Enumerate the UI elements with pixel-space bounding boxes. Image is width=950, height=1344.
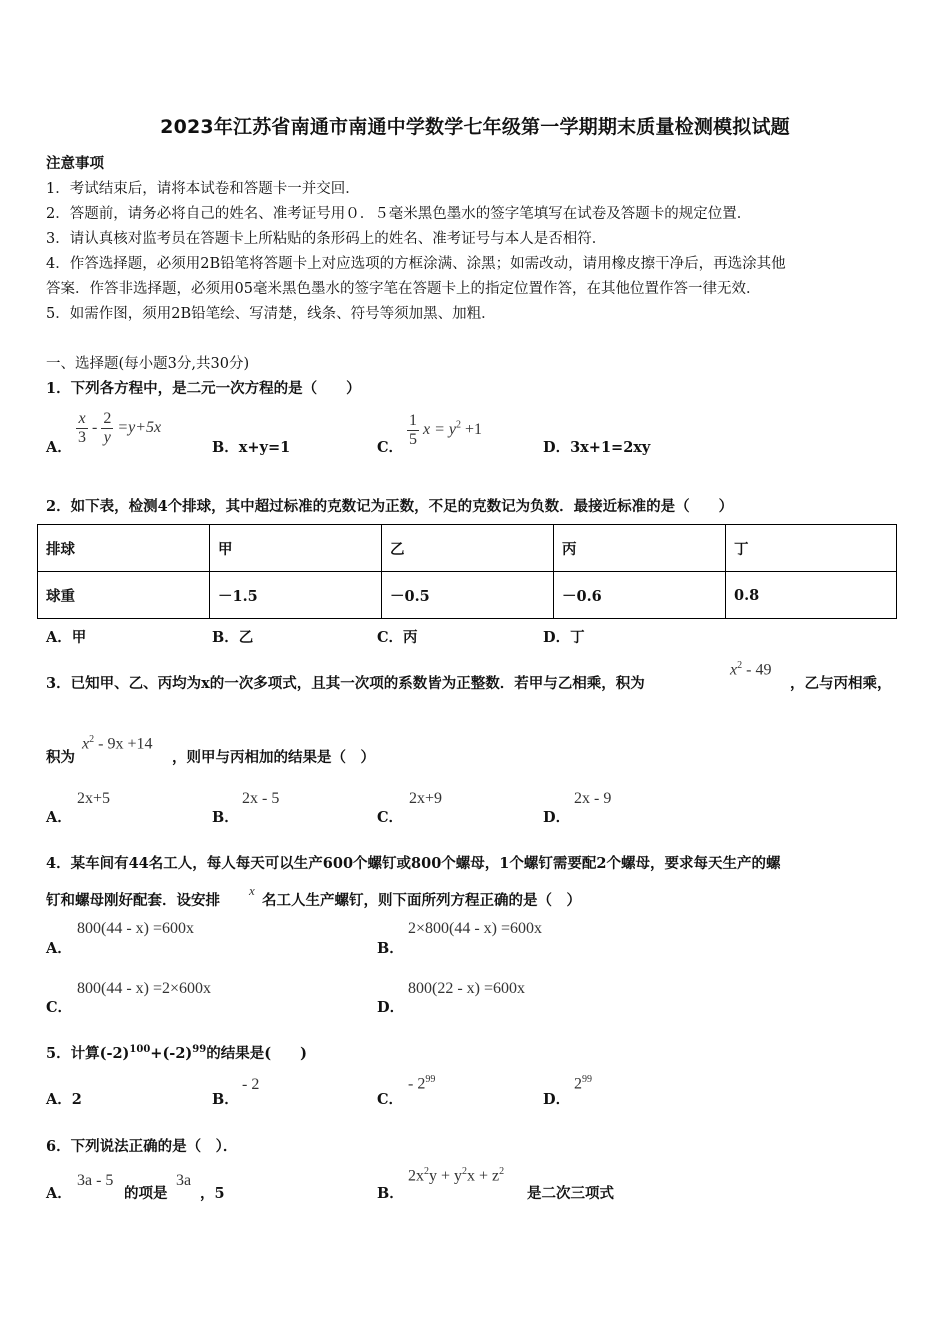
table-cell: 0.8 [726, 572, 897, 619]
q3-option-b-expr: 2x - 5 [242, 790, 280, 807]
q2-option-c: C．丙 [377, 629, 418, 646]
notes-item: 4．作答选择题，必须用2B铅笔将答题卡上对应选项的方框涂满、涂黑；如需改动，请用橡皮擦干净后，再选涂其他 [46, 256, 786, 272]
q4-option-c-label: C． [46, 999, 73, 1016]
q5-option-d-label: D． [543, 1091, 571, 1108]
q2-table [37, 524, 897, 619]
notes-item: 5．如需作图，须用2B铅笔绘、写清楚，线条、符号等须加黑、加粗． [46, 306, 496, 322]
q3-option-d-label: D． [543, 809, 571, 826]
q6-option-b-expr: $2x^2y + y^2x + z^2$ [408, 1166, 505, 1185]
q5-option-d-expr: $2^{99}$ [574, 1074, 592, 1093]
q6-option-a-expr: 3a - 5 [77, 1172, 114, 1189]
table-cell: 球重 [38, 572, 210, 619]
q3-expr-1: $x^2 - 49$ [730, 660, 772, 679]
question-4-stem-2-post: 名工人生产螺钉，则下面所列方程正确的是（ ） [262, 892, 581, 909]
table-cell: －0.5 [382, 572, 554, 619]
notes-item: 3．请认真核对监考员在答题卡上所粘贴的条形码上的姓名、准考证号与本人是否相符． [46, 231, 607, 247]
q4-option-c-expr: 800(44 - x) =2×600x [77, 980, 212, 997]
q3-expr-2: $x^2 - 9x +14$ [82, 734, 153, 753]
question-6-stem: 6．下列说法正确的是（ ）． [46, 1138, 238, 1155]
q3-option-c-label: C． [377, 809, 404, 826]
notes-item: 1．考试结束后，请将本试卷和答题卡一并交回． [46, 181, 360, 197]
q1-option-b: B．x+y=1 [212, 439, 291, 456]
q5-option-a: A．2 [46, 1091, 82, 1108]
table-cell: －0.6 [554, 572, 726, 619]
q4-option-a-expr: 800(44 - x) =600x [77, 920, 195, 937]
q2-option-b: B．乙 [212, 629, 254, 646]
question-1-stem: 1．下列各方程中，是二元一次方程的是（ ） [46, 380, 361, 397]
section-heading: 一、选择题(每小题3分,共30分) [46, 356, 250, 372]
q1-option-c-expr: $\frac{1}{5}$ $x = y^2 +1$ [409, 412, 483, 448]
table-cell: 乙 [382, 525, 554, 572]
q1-option-a-expr: $\frac{x}{3}$ - $\frac{2}{y}$ =y+5x [78, 410, 162, 446]
q4-option-d-expr: 800(22 - x) =600x [408, 980, 526, 997]
notes-item: 2．答题前，请务必将自己的姓名、准考证号用０．５毫米黑色墨水的签字笔填写在试卷及答题卡的规定位置． [46, 206, 752, 222]
table-row [38, 572, 897, 619]
notes-heading: 注意事项 [46, 155, 104, 172]
question-3-stem2-pre: 积为 [46, 749, 75, 766]
q3-option-a-label: A． [46, 809, 72, 826]
q4-option-a-label: A． [46, 940, 72, 957]
table-cell: 甲 [210, 525, 382, 572]
question-5-stem: 5．计算$(-2)^{100}+(-2)^{99}$的结果是( ) [46, 1044, 307, 1062]
q5-option-b-expr: - 2 [242, 1076, 260, 1093]
q3-option-c-expr: 2x+9 [409, 790, 443, 807]
q1-option-c-label: C． [377, 439, 404, 456]
q5-option-b-label: B． [212, 1091, 239, 1108]
question-4-stem-1: 4．某车间有44名工人，每人每天可以生产600个螺钉或800个螺母，1个螺钉需要配2个螺母，要求每天生产的螺 [46, 855, 781, 872]
table-cell: 排球 [38, 525, 210, 572]
table-cell: 丙 [554, 525, 726, 572]
page-title: 2023年江苏省南通市南通中学数学七年级第一学期期末质量检测模拟试题 [160, 116, 790, 138]
notes-item: 答案．作答非选择题，必须用05毫米黑色墨水的签字笔在答题卡上的指定位置作答，在其他位置作答一律无效． [46, 281, 761, 297]
q6-option-a-expr2: 3a [176, 1172, 192, 1189]
question-4-stem-2-pre: 钉和螺母刚好配套．设安排 [46, 892, 220, 909]
q4-option-d-label: D． [377, 999, 405, 1016]
q3-option-d-expr: 2x - 9 [574, 790, 612, 807]
table-cell: 丁 [726, 525, 897, 572]
table-cell: －1.5 [210, 572, 382, 619]
q1-option-a-label: A． [46, 439, 72, 456]
q2-option-a: A．甲 [46, 629, 87, 646]
question-3-stem2-post: ，则甲与丙相加的结果是（ ） [172, 749, 375, 766]
question-2-stem: 2．如下表，检测4个排球，其中超过标准的克数记为正数，不足的克数记为负数．最接近标准的是（ ） [46, 498, 734, 515]
q6-option-a-label: A． [46, 1185, 72, 1202]
q3-option-b-label: B． [212, 809, 239, 826]
question-3-stem: 3．已知甲、乙、丙均为x的一次多项式，且其一次项的系数皆为正整数．若甲与乙相乘，积为 [46, 675, 645, 692]
q4-variable: x [249, 883, 255, 898]
question-3-stem-tail: ，乙与丙相乘， [790, 675, 892, 692]
q6-option-b-tail: 是二次三项式 [527, 1185, 614, 1202]
q6-option-a-text: 的项是 [124, 1185, 168, 1202]
q5-option-c-expr: - $2^{99}$ [408, 1074, 436, 1093]
q4-option-b-expr: 2×800(44 - x) =600x [408, 920, 543, 937]
q6-option-b-label: B． [377, 1185, 404, 1202]
q6-option-a-tail: ，5 [200, 1185, 225, 1202]
q5-option-c-label: C． [377, 1091, 404, 1108]
q3-option-a-expr: 2x+5 [77, 790, 111, 807]
q4-option-b-label: B． [377, 940, 404, 957]
q1-option-d: D．3x+1=2xy [543, 439, 651, 456]
table-row [38, 525, 897, 572]
q2-option-d: D．丁 [543, 629, 585, 646]
